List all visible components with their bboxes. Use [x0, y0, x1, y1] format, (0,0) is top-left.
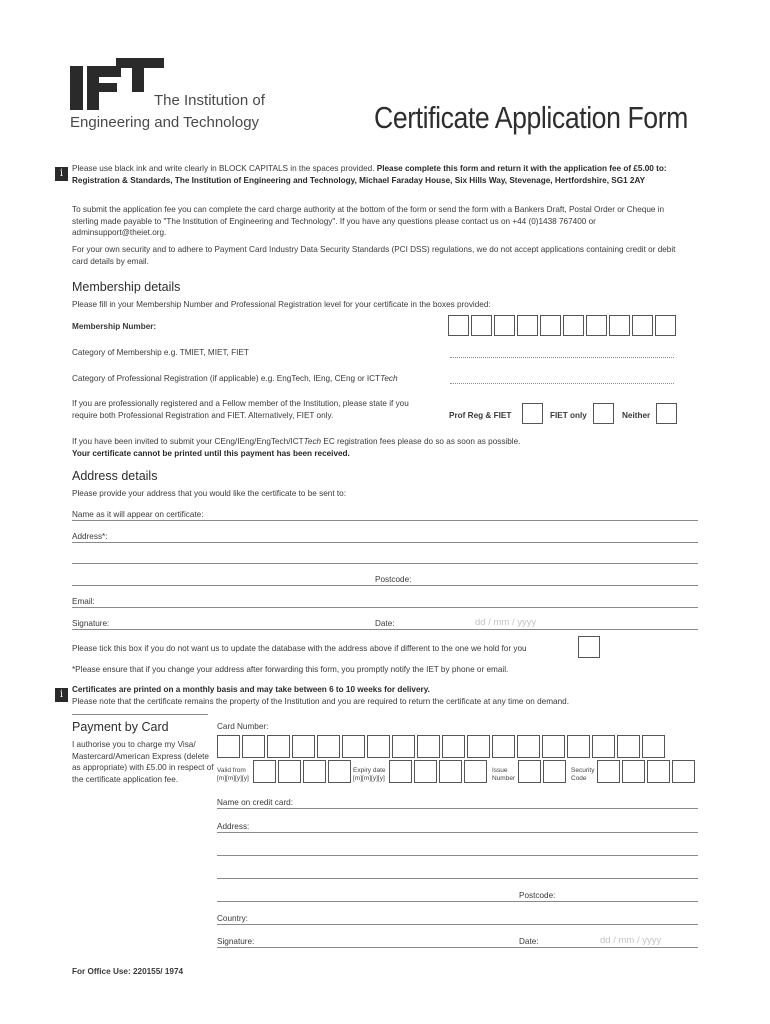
- card-number-box[interactable]: [317, 735, 340, 758]
- card-number-box[interactable]: [417, 735, 440, 758]
- payment-section-title: Payment by Card: [72, 720, 169, 734]
- membership-number-box[interactable]: [494, 315, 515, 336]
- card-signature-date-field[interactable]: [217, 947, 698, 948]
- card-number-box[interactable]: [467, 735, 490, 758]
- expiry-date-box[interactable]: [439, 760, 462, 783]
- security-code-box[interactable]: [672, 760, 695, 783]
- membership-number-box[interactable]: [563, 315, 584, 336]
- intro-text: Please use black ink and write clearly in BLOCK CAPITALS in the spaces provided.: [72, 164, 377, 173]
- no-update-tick-text: Please tick this box if you do not want us to update the database with the address above if different to the one we hold for you: [72, 644, 527, 653]
- card-signature-label: Signature:: [217, 937, 255, 946]
- address-postcode-field[interactable]: [72, 585, 698, 586]
- expiry-date-label: Expiry date [m][m][y][y]: [353, 767, 386, 782]
- membership-number-boxes: [448, 315, 678, 336]
- card-number-box[interactable]: [517, 735, 540, 758]
- card-number-label: Card Number:: [217, 722, 269, 731]
- intro-address-text: Please complete this form and return it with the application fee of £5.00 to: Registration & Standards, The Institution of Engineering and Technology, Michael Faraday House, Six Hills Way, Stevenage, Hertfordshire, SG1 2AY: [72, 164, 667, 185]
- card-number-box[interactable]: [367, 735, 390, 758]
- membership-number-box[interactable]: [540, 315, 561, 336]
- expiry-date-box[interactable]: [464, 760, 487, 783]
- card-date-mm: mm: [618, 935, 635, 946]
- date-label: Date:: [375, 619, 395, 628]
- membership-category-label: Category of Membership e.g. TMIET, MIET, FIET: [72, 348, 249, 357]
- membership-number-box[interactable]: [517, 315, 538, 336]
- issue-number-box[interactable]: [543, 760, 566, 783]
- invite-italic: Tech: [303, 437, 322, 446]
- address-label: Address*:: [72, 532, 108, 541]
- email-field[interactable]: [72, 607, 698, 608]
- name-on-certificate-field[interactable]: [72, 520, 698, 521]
- delivery-notice-text: Please note that the certificate remains the property of the Institution and you are required to return the certificate at any time on demand.: [72, 696, 569, 706]
- card-date-yyyy: yyyy: [642, 935, 662, 946]
- invite-bold-note: Your certificate cannot be printed until this payment has been received.: [72, 448, 350, 458]
- option-neither-checkbox[interactable]: [656, 403, 677, 424]
- info-icon: i: [55, 688, 68, 702]
- fellow-instruction: If you are professionally registered and a Fellow member of the Institution, please state if you require both Professional Registration and FIET. Alternatively, FIET only.: [72, 399, 409, 420]
- card-postcode-field[interactable]: [217, 901, 698, 902]
- invite-note: [72, 436, 692, 459]
- membership-number-box[interactable]: [609, 315, 630, 336]
- info-icon: i: [55, 167, 68, 181]
- payment-authorisation: I authorise you to charge my Visa/ Mastercard/American Express (delete as appropriate) with £5.00 in respect of the certificate application fee.: [72, 740, 214, 784]
- card-date-sep: /: [613, 935, 616, 946]
- card-address-label: Address:: [217, 822, 250, 831]
- issue-number-boxes: [518, 760, 568, 783]
- card-number-box[interactable]: [267, 735, 290, 758]
- card-number-boxes: [217, 735, 667, 758]
- name-on-card-label: Name on credit card:: [217, 798, 293, 807]
- security-code-label: Security Code: [571, 767, 595, 782]
- card-number-box[interactable]: [592, 735, 615, 758]
- valid-from-box[interactable]: [253, 760, 276, 783]
- card-address-field-line3[interactable]: [217, 878, 698, 879]
- card-address-field-line2[interactable]: [217, 855, 698, 856]
- membership-number-label: Membership Number:: [72, 322, 157, 331]
- address-change-note: *Please ensure that if you change your address after forwarding this form, you promptly notify the IET by phone or email.: [72, 665, 509, 674]
- issue-number-label: Issue Number: [492, 767, 516, 782]
- date-sep: /: [488, 617, 491, 628]
- prof-reg-category-label: [72, 374, 398, 383]
- expiry-date-box[interactable]: [389, 760, 412, 783]
- card-number-box[interactable]: [217, 735, 240, 758]
- card-number-box[interactable]: [642, 735, 665, 758]
- membership-number-box[interactable]: [448, 315, 469, 336]
- card-date-sep: /: [636, 935, 640, 946]
- card-number-box[interactable]: [492, 735, 515, 758]
- signature-label: Signature:: [72, 619, 110, 628]
- institution-name-line2: Engineering and Technology: [70, 114, 260, 131]
- card-number-box[interactable]: [242, 735, 265, 758]
- delivery-notice-bold: Certificates are printed on a monthly basis and may take between 6 to 10 weeks for delivery.: [72, 685, 430, 694]
- card-date-label: Date:: [519, 937, 539, 946]
- option-neither-label: Neither: [622, 411, 651, 420]
- card-number-box[interactable]: [567, 735, 590, 758]
- expiry-date-box[interactable]: [414, 760, 437, 783]
- card-date-dd: dd: [600, 935, 611, 946]
- expiry-date-boxes: [389, 760, 489, 783]
- card-number-box[interactable]: [342, 735, 365, 758]
- security-code-box[interactable]: [597, 760, 620, 783]
- invite-text: If you have been invited to submit your CEng/IEng/EngTech/ICT: [72, 437, 304, 446]
- intro-paragraph-2: To submit the application fee you can complete the card charge authority at the bottom of the form or send the form with a Bankers Draft, Postal Order or Cheque in sterling made payable to "The Institution of Engineering and Technology". If you have any questions please contact us on +44 (0)1438 767400 or adminsupport@theiet.org.: [72, 205, 665, 237]
- date-dd: dd: [475, 617, 486, 628]
- membership-number-box[interactable]: [586, 315, 607, 336]
- card-postcode-label: Postcode:: [519, 891, 556, 900]
- address-instruction: Please provide your address that you would like the certificate to be sent to:: [72, 489, 346, 498]
- membership-number-box[interactable]: [471, 315, 492, 336]
- prof-reg-label-italic: Tech: [380, 374, 398, 383]
- delivery-notice: [72, 684, 692, 707]
- security-code-box[interactable]: [622, 760, 645, 783]
- name-on-card-field[interactable]: [217, 808, 698, 809]
- date-yyyy: yyyy: [517, 617, 537, 628]
- option-prof-reg-fiet-checkbox[interactable]: [522, 403, 543, 424]
- page-title: Certificate Application Form: [374, 100, 688, 135]
- address-postcode-label: Postcode:: [375, 575, 412, 584]
- membership-category-field[interactable]: [450, 357, 674, 358]
- option-fiet-only-checkbox[interactable]: [593, 403, 614, 424]
- invite-text-suffix: EC registration fees please do so as soon as possible.: [321, 437, 521, 446]
- intro-paragraph-3: For your own security and to adhere to Payment Card Industry Data Security Standards (PCI DSS) regulations, we do not accept applications containing credit or debit card details by email.: [72, 245, 676, 266]
- option-fiet-only-label: FIET only: [550, 411, 587, 420]
- valid-from-box[interactable]: [303, 760, 326, 783]
- prof-reg-category-field[interactable]: [450, 383, 674, 384]
- membership-number-box[interactable]: [632, 315, 653, 336]
- date-mm: mm: [493, 617, 510, 628]
- name-on-certificate-label: Name as it will appear on certificate:: [72, 510, 204, 519]
- valid-from-box[interactable]: [278, 760, 301, 783]
- card-address-field-line1[interactable]: [217, 832, 698, 833]
- membership-number-box[interactable]: [655, 315, 676, 336]
- institution-name-line1: The Institution of: [154, 92, 265, 109]
- security-code-boxes: [597, 760, 697, 783]
- payment-divider: [72, 714, 208, 715]
- email-label: Email:: [72, 597, 95, 606]
- no-update-checkbox[interactable]: [578, 636, 600, 658]
- intro-paragraph-1: [72, 163, 687, 186]
- valid-from-box[interactable]: [328, 760, 351, 783]
- card-number-box[interactable]: [617, 735, 640, 758]
- iet-logo: [70, 58, 164, 110]
- country-field[interactable]: [217, 924, 698, 925]
- office-use-reference: For Office Use: 220155/ 1974: [72, 967, 184, 976]
- card-date-placeholder[interactable]: [600, 935, 661, 946]
- valid-from-label: Valid from [m][m][y][y]: [217, 767, 249, 782]
- signature-date-field[interactable]: [72, 629, 698, 630]
- membership-instruction: Please fill in your Membership Number and Professional Registration level for your certificate in the boxes provided:: [72, 300, 491, 309]
- card-number-box[interactable]: [392, 735, 415, 758]
- address-section-title: Address details: [72, 469, 158, 483]
- security-code-box[interactable]: [647, 760, 670, 783]
- card-number-box[interactable]: [442, 735, 465, 758]
- country-label: Country:: [217, 914, 248, 923]
- address-field-line2[interactable]: [72, 563, 698, 564]
- card-number-box[interactable]: [292, 735, 315, 758]
- membership-section-title: Membership details: [72, 280, 181, 294]
- date-placeholder[interactable]: [475, 617, 536, 628]
- issue-number-box[interactable]: [518, 760, 541, 783]
- option-prof-reg-fiet-label: Prof Reg & FIET: [449, 411, 512, 420]
- card-number-box[interactable]: [542, 735, 565, 758]
- valid-from-boxes: [253, 760, 353, 783]
- date-sep: /: [511, 617, 515, 628]
- prof-reg-label-text: Category of Professional Registration (if applicable) e.g. EngTech, IEng, CEng or ICT: [72, 374, 381, 383]
- address-field-line1[interactable]: [72, 542, 698, 543]
